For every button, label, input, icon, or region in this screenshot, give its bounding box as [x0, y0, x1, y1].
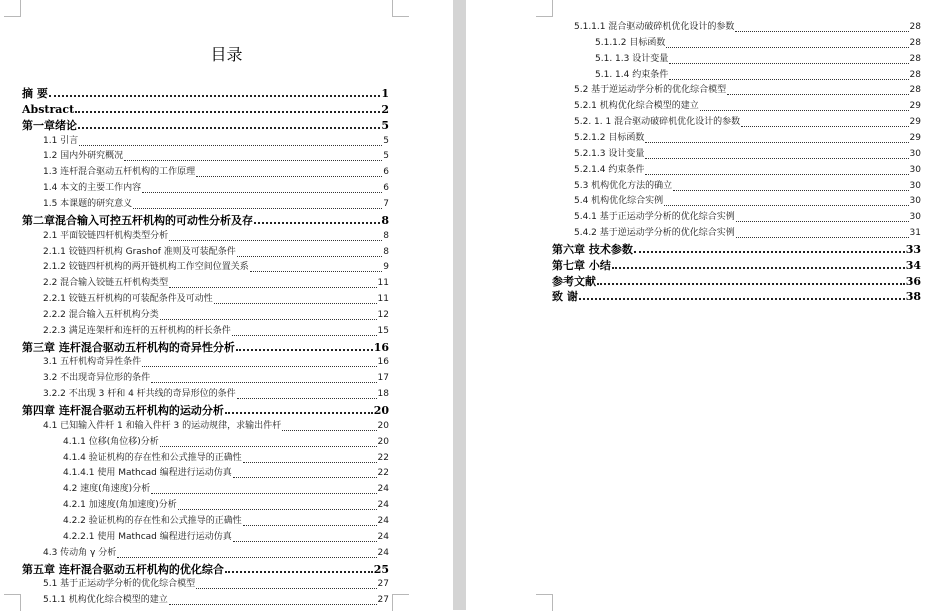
toc-entry-title: 1.4 本文的主要工作内容 — [43, 183, 142, 194]
toc-section-entry[interactable] — [63, 451, 389, 466]
toc-section-entry[interactable] — [574, 226, 921, 241]
toc-section-entry[interactable] — [574, 163, 921, 178]
toc-entry-title: 5.2.1.3 设计变量 — [574, 148, 645, 159]
toc-entry-title: 5.4.1 基于正运动学分析的优化综合实例 — [574, 212, 735, 223]
toc-entry-title: 4.1 已知输入件杆 1 和输入件杆 3 的运动规律，求输出件杆 — [43, 420, 282, 431]
toc-section-entry[interactable] — [574, 147, 921, 162]
toc-entry-page-number: 28 — [909, 22, 921, 32]
toc-entry-page-number: 28 — [909, 53, 921, 64]
toc-section-entry[interactable] — [43, 308, 389, 323]
toc-entry-page-number: 12 — [377, 309, 389, 320]
toc-section-entry[interactable] — [43, 134, 389, 149]
toc-section-entry[interactable] — [43, 197, 389, 212]
toc-dot-leader — [178, 508, 377, 510]
toc-entry-page-number: 5 — [383, 135, 389, 146]
toc-entry-title: 5.1.1.2 目标函数 — [595, 37, 666, 48]
toc-dot-leader — [634, 250, 905, 253]
toc-dot-leader — [243, 524, 377, 526]
toc-section-entry[interactable] — [43, 276, 389, 291]
toc-dot-leader — [666, 46, 908, 48]
toc-entry-page-number: 11 — [377, 294, 389, 305]
toc-dot-leader — [645, 157, 908, 159]
toc-section-entry[interactable] — [574, 210, 921, 225]
toc-dot-leader — [700, 109, 909, 111]
toc-entry-page-number: 22 — [377, 468, 389, 479]
toc-section-entry[interactable] — [574, 194, 921, 209]
toc-dot-leader — [237, 397, 377, 399]
toc-entry-title: 1.1 引言 — [43, 135, 79, 146]
toc-dot-leader — [225, 411, 373, 414]
toc-entry-page-number: 24 — [377, 500, 389, 511]
toc-chapter-entry[interactable] — [22, 118, 389, 133]
toc-entry-page-number: 5 — [381, 118, 389, 132]
toc-dot-leader — [664, 204, 908, 206]
corner-mark-bottom-right — [392, 594, 409, 611]
toc-entry-page-number: 6 — [383, 183, 389, 194]
toc-entry-title: 5.1.1 机构优化综合模型的建立 — [43, 595, 168, 606]
toc-entry-title: 致 谢 — [552, 290, 578, 304]
toc-section-entry[interactable] — [43, 260, 389, 275]
toc-entry-page-number: 30 — [909, 164, 921, 175]
toc-section-entry[interactable] — [574, 115, 921, 130]
corner-mark-top-left — [536, 0, 553, 17]
toc-entry-title: 摘 要 — [22, 87, 48, 100]
toc-section-entry[interactable] — [43, 181, 389, 196]
toc-dot-leader — [214, 302, 377, 304]
toc-dot-leader — [735, 30, 908, 32]
toc-chapter-entry[interactable] — [22, 562, 389, 577]
corner-mark-bottom-left — [4, 594, 21, 611]
toc-chapter-entry[interactable] — [22, 102, 389, 117]
toc-dot-leader — [243, 461, 377, 463]
page-gap — [453, 0, 466, 610]
toc-entry-page-number: 22 — [377, 452, 389, 463]
toc-entry-title: 5.1.1.1 混合驱动破碎机优化设计的参数 — [574, 22, 735, 32]
toc-dot-leader — [75, 110, 380, 113]
toc-section-entry[interactable] — [574, 131, 921, 146]
toc-entry-title: 2.2.1 铰链五杆机构的可装配条件及可动性 — [43, 294, 213, 305]
toc-section-entry[interactable] — [43, 387, 389, 402]
toc-entry-title: 1.5 本课题的研究意义 — [43, 198, 133, 209]
toc-chapter-entry[interactable] — [552, 274, 921, 289]
toc-dot-leader — [232, 334, 377, 336]
toc-entry-title: 4.2.2.1 使用 Mathcad 编程进行运动仿真 — [63, 531, 232, 542]
toc-section-entry[interactable] — [574, 99, 921, 114]
toc-entry-title: 4.1.4 验证机构的存在性和公式推导的正确性 — [63, 452, 242, 463]
toc-entry-title: 5.1. 1.4 约束条件 — [595, 69, 669, 80]
toc-dot-leader — [612, 266, 905, 269]
toc-dot-leader — [225, 570, 373, 573]
toc-entry-page-number: 38 — [905, 290, 921, 304]
toc-entry-title: 5.2.1 机构优化综合模型的建立 — [574, 101, 699, 112]
toc-entry-page-number: 8 — [383, 246, 389, 257]
toc-section-entry[interactable] — [574, 179, 921, 194]
toc-section-entry[interactable] — [43, 593, 389, 608]
toc-section-entry[interactable] — [595, 68, 921, 83]
toc-entry-page-number: 30 — [909, 180, 921, 191]
toc-entry-page-number: 33 — [905, 242, 921, 256]
toc-entry-page-number: 28 — [909, 69, 921, 80]
toc-entry-page-number: 27 — [377, 595, 389, 606]
toc-entry-page-number: 20 — [377, 436, 389, 447]
toc-chapter-entry[interactable] — [552, 289, 921, 304]
toc-entry-title: 4.1.4.1 使用 Mathcad 编程进行运动仿真 — [63, 468, 232, 479]
toc-dot-leader — [645, 141, 908, 143]
toc-dot-leader — [233, 476, 377, 478]
toc-entry-title: 5.4 机构优化综合实例 — [574, 196, 664, 207]
toc-chapter-entry[interactable] — [552, 258, 921, 273]
toc-section-entry[interactable] — [595, 52, 921, 67]
toc-entry-title: 5.1. 1.3 设计变量 — [595, 53, 669, 64]
toc-entry-title: 5.3 机构优化方法的确立 — [574, 180, 673, 191]
toc-entry-title: 第一章绪论 — [22, 118, 77, 132]
toc-dot-leader — [79, 144, 382, 146]
toc-entry-page-number: 29 — [909, 101, 921, 112]
toc-entry-page-number: 31 — [909, 228, 921, 239]
toc-entry-page-number: 5 — [383, 151, 389, 162]
toc-entry-title: 4.2.2 验证机构的存在性和公式推导的正确性 — [63, 515, 242, 526]
toc-entry-title: 5.2 基于逆运动学分析的优化综合模型 — [574, 85, 727, 96]
toc-chapter-entry[interactable] — [22, 403, 389, 418]
toc-dot-leader — [669, 62, 908, 64]
toc-entry-page-number: 30 — [909, 148, 921, 159]
toc-entry-title: 4.3 传动角 γ 分析 — [43, 547, 117, 558]
toc-entry-title: Abstract — [22, 102, 75, 116]
toc-dot-leader — [78, 126, 380, 129]
toc-dot-leader — [142, 365, 376, 367]
corner-mark-top-left — [4, 0, 21, 17]
toc-entry-title: 5.4.2 基于逆运动学分析的优化综合实例 — [574, 228, 735, 239]
toc-entry-page-number: 16 — [373, 340, 389, 354]
toc-entry-title: 第三章 连杆混合驱动五杆机构的奇异性分析 — [22, 340, 235, 354]
toc-entry-page-number: 20 — [377, 420, 389, 431]
corner-mark-bottom-left — [536, 594, 553, 611]
toc-dot-leader — [645, 173, 908, 175]
toc-entry-title: 4.2 速度(角速度)分析 — [63, 484, 151, 495]
toc-entry-page-number: 29 — [909, 132, 921, 143]
toc-entry-page-number: 27 — [377, 579, 389, 590]
toc-dot-leader — [142, 191, 382, 193]
toc-entry-title: 2.1.1 铰链四杆机构 Grashof 准则及可装配条件 — [43, 246, 236, 257]
toc-dot-leader — [236, 348, 373, 351]
toc-section-entry[interactable] — [43, 546, 389, 561]
toc-entry-page-number: 16 — [377, 357, 389, 368]
toc-entry-page-number: 9 — [383, 262, 389, 273]
toc-entry-title: 3.2.2 不出现 3 杆和 4 杆共线的奇异形位的条件 — [43, 389, 236, 400]
toc-dot-leader — [117, 556, 376, 558]
corner-mark-top-right — [392, 0, 409, 17]
toc-entry-title: 参考文献 — [552, 274, 596, 288]
toc-entry-page-number: 11 — [377, 278, 389, 289]
toc-dot-leader — [124, 159, 382, 161]
toc-entry-page-number: 15 — [377, 325, 389, 336]
toc-dot-leader — [196, 175, 382, 177]
toc-entry-page-number: 24 — [377, 484, 389, 495]
toc-dot-leader — [196, 587, 376, 589]
toc-chapter-entry[interactable] — [22, 340, 389, 355]
toc-dot-leader — [151, 381, 376, 383]
toc-section-entry[interactable] — [63, 466, 389, 481]
toc-section-entry[interactable] — [574, 83, 921, 98]
toc-entry-page-number: 18 — [377, 389, 389, 400]
toc-section-entry[interactable] — [43, 577, 389, 592]
toc-dot-leader — [233, 540, 377, 542]
toc-section-entry[interactable] — [43, 149, 389, 164]
toc-entry-page-number: 20 — [373, 404, 389, 417]
toc-dot-leader — [169, 603, 377, 605]
toc-dot-leader — [254, 221, 380, 224]
toc-entry-title: 5.2. 1. 1 混合驱动破碎机优化设计的参数 — [574, 117, 741, 128]
toc-entry-title: 第五章 连杆混合驱动五杆机构的优化综合 — [22, 562, 224, 576]
toc-section-entry[interactable] — [43, 245, 389, 260]
toc-entry-page-number: 24 — [377, 515, 389, 526]
toc-dot-leader — [669, 78, 908, 80]
toc-entry-title: 3.1 五杆机构奇异性条件 — [43, 357, 142, 368]
toc-entry-title: 5.1 基于正运动学分析的优化综合模型 — [43, 579, 196, 590]
toc-entry-page-number: 24 — [377, 547, 389, 558]
toc-dot-leader — [160, 318, 377, 320]
toc-section-entry[interactable] — [43, 371, 389, 386]
toc-entry-page-number: 17 — [377, 373, 389, 384]
toc-entry-page-number: 2 — [381, 102, 389, 116]
toc-entry-title: 3.2 不出现奇异位形的条件 — [43, 373, 151, 384]
toc-section-entry[interactable] — [595, 36, 921, 51]
toc-dot-leader — [169, 239, 382, 241]
toc-entry-title: 第六章 技术参数 — [552, 242, 633, 256]
toc-entry-title: 5.2.1.4 约束条件 — [574, 164, 645, 175]
toc-entry-page-number: 29 — [909, 117, 921, 128]
toc-dot-leader — [133, 207, 382, 209]
toc-dot-leader — [727, 93, 908, 95]
toc-section-entry[interactable] — [63, 498, 389, 513]
toc-section-entry[interactable] — [43, 229, 389, 244]
toc-entry-page-number: 30 — [909, 212, 921, 223]
toc-entry-title: 4.2.1 加速度(角加速度)分析 — [63, 500, 177, 511]
toc-entry-page-number: 34 — [905, 258, 921, 272]
toc-section-entry[interactable] — [43, 419, 389, 434]
toc-dot-leader — [579, 297, 905, 300]
toc-dot-leader — [250, 270, 383, 272]
toc-section-entry[interactable] — [43, 355, 389, 370]
toc-entry-page-number: 28 — [909, 85, 921, 96]
toc-entry-page-number: 36 — [905, 274, 921, 288]
toc-entry-title: 2.2.3 满足连架杆和连杆的五杆机构的杆长条件 — [43, 325, 231, 336]
toc-section-entry[interactable] — [63, 530, 389, 545]
toc-dot-leader — [597, 282, 905, 285]
toc-entry-page-number: 25 — [373, 562, 389, 576]
toc-entry-page-number: 30 — [909, 196, 921, 207]
toc-section-entry[interactable] — [63, 482, 389, 497]
toc-entry-page-number: 8 — [381, 213, 389, 227]
toc-dot-leader — [736, 220, 909, 222]
toc-entry-page-number: 28 — [909, 37, 921, 48]
toc-dot-leader — [237, 255, 383, 257]
toc-entry-title: 第七章 小结 — [552, 258, 611, 272]
toc-entry-page-number: 24 — [377, 531, 389, 542]
toc-entry-title: 4.1.1 位移(角位移)分析 — [63, 436, 159, 447]
toc-chapter-entry[interactable] — [22, 213, 389, 228]
toc-dot-leader — [673, 189, 908, 191]
toc-section-entry[interactable] — [43, 292, 389, 307]
toc-dot-leader — [741, 125, 908, 127]
right-page — [466, 0, 946, 610]
toc-entry-title: 2.1 平面铰链四杆机构类型分析 — [43, 230, 169, 241]
toc-dot-leader — [169, 286, 376, 288]
toc-section-entry[interactable] — [43, 165, 389, 180]
toc-entry-title: 1.2 国内外研究概况 — [43, 151, 124, 162]
toc-section-entry[interactable] — [63, 435, 389, 450]
toc-chapter-entry[interactable] — [22, 86, 389, 101]
toc-section-entry[interactable] — [43, 324, 389, 339]
left-page — [0, 0, 453, 610]
toc-entry-title: 1.3 连杆混合驱动五杆机构的工作原理 — [43, 167, 196, 178]
toc-entry-title: 5.2.1.2 目标函数 — [574, 132, 645, 143]
toc-entry-page-number: 8 — [383, 230, 389, 241]
toc-entry-page-number: 6 — [383, 167, 389, 178]
toc-section-entry[interactable] — [574, 20, 921, 35]
toc-entry-page-number: 7 — [383, 198, 389, 209]
toc-section-entry[interactable] — [63, 514, 389, 529]
toc-dot-leader — [49, 94, 381, 97]
toc-title: 目录 — [210, 45, 243, 64]
toc-entry-title: 2.2 混合输入铰链五杆机构类型 — [43, 278, 169, 289]
toc-entry-title: 2.1.2 铰链四杆机构的两开链机构工作空间位置关系 — [43, 262, 249, 273]
toc-dot-leader — [160, 445, 377, 447]
toc-entry-title: 第二章混合输入可控五杆机构的可动性分析及存 — [22, 213, 253, 227]
toc-entry-title: 第四章 连杆混合驱动五杆机构的运动分析 — [22, 404, 224, 417]
toc-chapter-entry[interactable] — [552, 242, 921, 257]
toc-dot-leader — [282, 429, 376, 431]
toc-entry-page-number: 1 — [381, 87, 389, 100]
toc-dot-leader — [151, 492, 376, 494]
toc-dot-leader — [736, 236, 909, 238]
toc-entry-title: 2.2.2 混合输入五杆机构分类 — [43, 309, 159, 320]
